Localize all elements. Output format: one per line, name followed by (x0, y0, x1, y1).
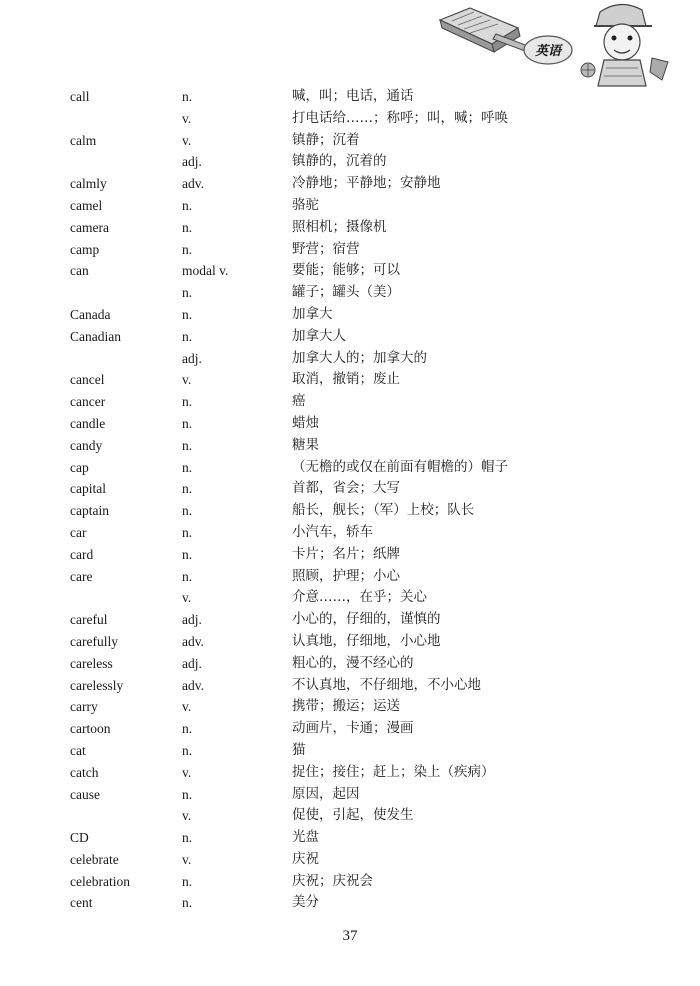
entry-part-of-speech: v. (182, 132, 192, 148)
entry-word: carry (70, 699, 98, 715)
vocab-entry (0, 369, 700, 391)
entry-word: cent (70, 895, 93, 911)
entry-word: captain (70, 503, 109, 519)
entry-word: camera (70, 219, 109, 235)
vocab-entry (0, 762, 700, 784)
entry-word: call (70, 89, 90, 104)
entry-definition: 加拿大 (292, 305, 333, 322)
entry-definition: （无檐的或仅在前面有帽檐的）帽子 (292, 458, 508, 475)
entry-word: cancer (70, 394, 106, 410)
entry-definition: 粗心的，漫不经心的 (292, 654, 414, 671)
entry-part-of-speech: n. (182, 89, 193, 104)
entry-word: cartoon (70, 721, 111, 737)
vocab-entry (0, 653, 700, 675)
entry-definition: 照相机；摄像机 (292, 218, 387, 235)
vocab-entry (0, 500, 700, 522)
entry-definition: 动画片，卡通；漫画 (292, 720, 414, 737)
vocab-entry (0, 413, 700, 435)
vocab-entry (0, 631, 700, 653)
entry-word: candle (70, 415, 106, 431)
vocab-entry (0, 805, 700, 827)
entry-part-of-speech: n. (182, 481, 193, 497)
entry-definition: 小心的，仔细的，谨慎的 (292, 611, 441, 628)
entry-part-of-speech: n. (182, 546, 193, 562)
vocab-entry (0, 587, 700, 609)
vocab-entry (0, 827, 700, 849)
vocab-entry (0, 348, 700, 370)
entry-word: cause (70, 786, 100, 802)
vocab-entry (0, 304, 700, 326)
entry-definition: 镇静；沉着 (292, 131, 360, 148)
entry-word: CD (70, 830, 89, 846)
entry-part-of-speech: n. (182, 306, 193, 322)
entry-part-of-speech: v. (182, 764, 192, 780)
entry-part-of-speech: v. (182, 699, 192, 715)
vocab-entry (0, 892, 700, 914)
vocab-entry (0, 282, 700, 304)
entry-part-of-speech: n. (182, 328, 193, 344)
entry-word: celebrate (70, 851, 119, 867)
vocab-entry (0, 260, 700, 282)
entry-part-of-speech: n. (182, 394, 193, 410)
entry-part-of-speech: n. (182, 524, 193, 540)
entry-definition: 首都，省会；大写 (292, 480, 400, 497)
entry-word: cat (70, 742, 86, 758)
entry-part-of-speech: n. (182, 415, 193, 431)
vocab-entry (0, 566, 700, 588)
entry-definition: 认真地，仔细地，小心地 (292, 632, 441, 649)
vocab-entry (0, 675, 700, 697)
entry-word: capital (70, 481, 106, 497)
entry-part-of-speech: n. (182, 285, 193, 301)
entry-definition: 加拿大人的；加拿大的 (292, 349, 427, 366)
entry-part-of-speech: adj. (182, 612, 202, 628)
vocab-entry (0, 457, 700, 479)
entry-word: car (70, 524, 87, 540)
entry-definition: 糖果 (292, 436, 319, 453)
entry-definition: 光盘 (292, 829, 319, 846)
entry-definition: 猫 (292, 741, 306, 758)
entry-word: celebration (70, 873, 130, 889)
entry-definition: 促使，引起，使发生 (292, 807, 414, 824)
entry-definition: 小汽车，轿车 (292, 523, 373, 540)
entry-part-of-speech: n. (182, 895, 193, 911)
entry-word: careful (70, 612, 108, 628)
entry-definition: 罐子；罐头（美） (292, 284, 400, 301)
entry-part-of-speech: adj. (182, 154, 202, 170)
entry-part-of-speech: n. (182, 219, 193, 235)
entry-definition: 野营；宿营 (292, 240, 360, 257)
vocab-entry (0, 173, 700, 195)
entry-definition: 不认真地，不仔细地，不小心地 (292, 676, 481, 693)
entry-definition: 要能；能够；可以 (292, 262, 400, 279)
entry-word: candy (70, 437, 103, 453)
vocab-entry (0, 86, 700, 108)
entry-definition: 照顾，护理；小心 (292, 567, 400, 584)
entry-word: Canada (70, 306, 111, 322)
entry-definition: 蜡烛 (292, 414, 319, 431)
entry-definition: 打电话给……；称呼；叫，喊；呼唤 (292, 109, 508, 126)
entry-definition: 美分 (292, 894, 319, 911)
entry-part-of-speech: adj. (182, 350, 202, 366)
entry-definition: 取消，撤销；废止 (292, 371, 400, 388)
entry-word: careless (70, 655, 113, 671)
entry-definition: 原因，起因 (292, 785, 360, 802)
book-icon (440, 8, 520, 52)
entry-part-of-speech: n. (182, 721, 193, 737)
entry-word: catch (70, 764, 99, 780)
entry-part-of-speech: n. (182, 437, 193, 453)
entry-part-of-speech: adv. (182, 677, 204, 693)
entry-definition: 镇静的，沉着的 (292, 153, 387, 170)
badge-label: 英语 (534, 44, 562, 59)
entry-definition: 卡片；名片；纸牌 (292, 545, 400, 562)
vocab-entry (0, 217, 700, 239)
entry-word: calm (70, 132, 97, 148)
entry-definition: 庆祝 (292, 850, 319, 867)
entry-word: can (70, 263, 89, 279)
entry-part-of-speech: n. (182, 241, 193, 257)
entry-word: carelessly (70, 677, 124, 693)
vocab-entry (0, 239, 700, 261)
vocab-entry (0, 871, 700, 893)
entry-part-of-speech: n. (182, 742, 193, 758)
vocab-entry (0, 522, 700, 544)
entry-part-of-speech: v. (182, 851, 192, 867)
entry-definition: 喊，叫；电话，通话 (292, 88, 414, 104)
entry-definition: 船长，舰长；（军）上校；队长 (292, 502, 475, 519)
vocab-entry (0, 609, 700, 631)
vocab-entry (0, 435, 700, 457)
vocab-entry (0, 849, 700, 871)
entry-word: camp (70, 241, 100, 257)
entry-part-of-speech: n. (182, 197, 193, 213)
vocab-entry (0, 391, 700, 413)
header-illustration (430, 0, 700, 92)
entry-part-of-speech: v. (182, 590, 192, 606)
entry-definition: 介意……，在乎；关心 (292, 589, 427, 606)
entry-part-of-speech: adv. (182, 176, 204, 192)
entry-word: camel (70, 197, 103, 213)
vocab-entry (0, 478, 700, 500)
entry-part-of-speech: v. (182, 372, 192, 388)
entry-word: cancel (70, 372, 105, 388)
entry-part-of-speech: n. (182, 830, 193, 846)
vocab-entry (0, 696, 700, 718)
entry-part-of-speech: modal v. (182, 263, 229, 279)
entry-definition: 癌 (292, 393, 306, 410)
vocab-entry (0, 151, 700, 173)
entry-part-of-speech: v. (182, 808, 192, 824)
entry-definition: 加拿大人 (292, 327, 346, 344)
entry-word: card (70, 546, 94, 562)
entry-part-of-speech: n. (182, 503, 193, 519)
entry-word: calmly (70, 176, 107, 192)
entry-part-of-speech: n. (182, 459, 193, 475)
vocab-entry (0, 130, 700, 152)
english-badge (524, 36, 572, 64)
vocab-entry (0, 740, 700, 762)
vocab-entry (0, 544, 700, 566)
entry-part-of-speech: adv. (182, 633, 204, 649)
entry-part-of-speech: v. (182, 110, 192, 126)
entry-part-of-speech: adj. (182, 655, 202, 671)
entry-word: carefully (70, 633, 118, 649)
entry-definition: 冷静地；平静地；安静地 (292, 175, 441, 192)
entry-part-of-speech: n. (182, 873, 193, 889)
entry-definition: 庆祝；庆祝会 (292, 872, 373, 889)
entry-definition: 骆驼 (292, 196, 319, 213)
entry-word: cap (70, 459, 89, 475)
entry-word: care (70, 568, 93, 584)
entry-definition: 携带；搬运；运送 (292, 698, 400, 715)
vocab-entry (0, 108, 700, 130)
vocabulary-list (0, 86, 700, 914)
page-number: 37 (342, 928, 358, 944)
vocab-entry (0, 195, 700, 217)
entry-word: Canadian (70, 328, 121, 344)
vocab-entry (0, 784, 700, 806)
entry-part-of-speech: n. (182, 786, 193, 802)
entry-definition: 捉住；接住；赶上；染上（疾病） (292, 763, 495, 780)
vocab-entry (0, 326, 700, 348)
cartoon-boy-icon (581, 4, 668, 86)
vocab-entry (0, 718, 700, 740)
entry-part-of-speech: n. (182, 568, 193, 584)
